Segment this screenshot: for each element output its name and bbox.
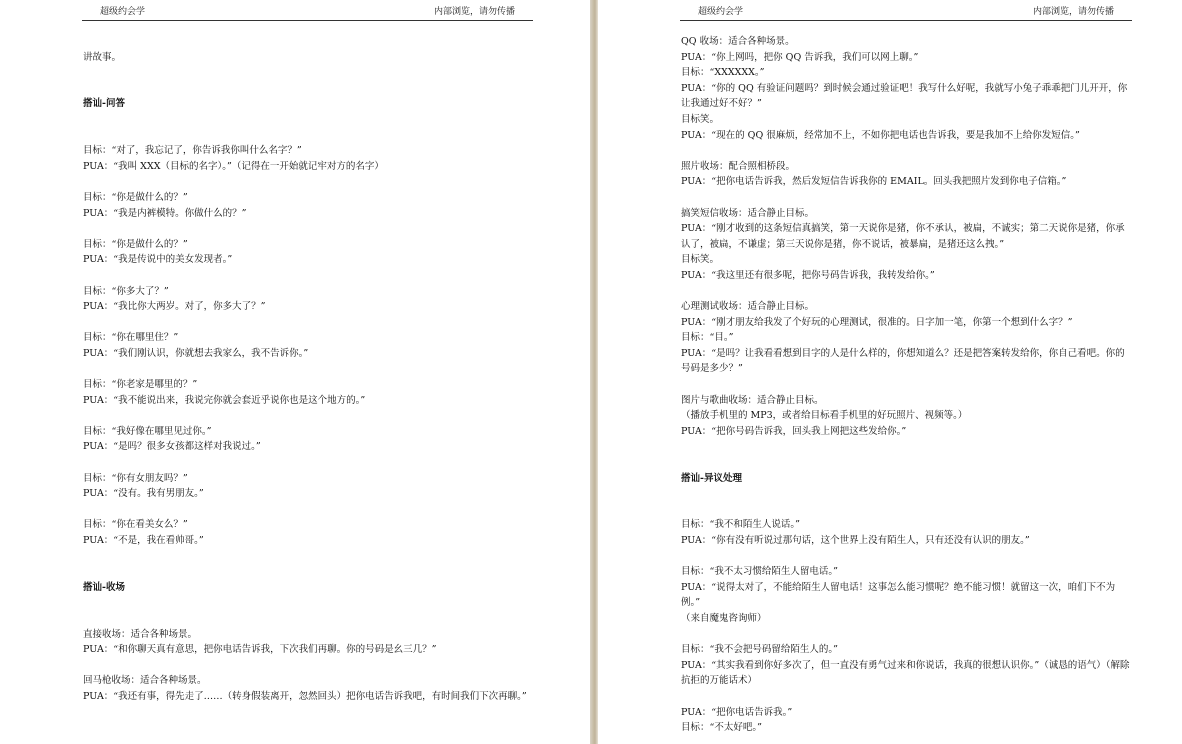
text-line: PUA：“我还有事，得先走了……（转身假装离开，忽然回头）把你电话告诉我吧，有时间我们下次再聊。” bbox=[83, 690, 527, 702]
header-book-title: 超级约会学 bbox=[698, 7, 744, 17]
blank-line bbox=[83, 549, 535, 565]
text-line: 目标：“你是做什么的？” bbox=[83, 238, 188, 250]
page-header bbox=[680, 6, 1132, 21]
text-line: PUA：“我叫 XXX（目标的名字）。”（记得在一开始就记牢对方的名字） bbox=[83, 160, 384, 172]
page-body bbox=[83, 34, 535, 705]
text-line: 目标：“我不太习惯给陌生人留电话。” bbox=[681, 566, 838, 578]
text-line: PUA：“刚才朋友给我发了个好玩的心理测试，很准的。日字加一笔，你第一个想到什么字？” bbox=[681, 316, 1073, 328]
text-line: PUA：“和你聊天真有意思，把你电话告诉我，下次我们再聊。你的号码是幺三几？” bbox=[83, 644, 437, 656]
text-line: PUA：“是吗？让我看看想到目字的人是什么样的，你想知道么？还是把答案转发给你，你自己看吧。你的号码是多少？” bbox=[681, 347, 1125, 375]
text-line: QQ 收场：适合各种场景。 bbox=[681, 36, 795, 47]
blank-line bbox=[83, 595, 535, 611]
blank-line bbox=[83, 221, 535, 237]
blank-line bbox=[681, 190, 1133, 206]
text-line: PUA：“我是传说中的美女发现者。” bbox=[83, 254, 233, 266]
text-line: 目标：“你多大了？” bbox=[83, 285, 169, 297]
text-line: PUA：“现在的 QQ 很麻烦，经常加不上，不如你把电话也告诉我，要是我加不上给你发短信。” bbox=[681, 129, 1080, 141]
text-line: 直接收场：适合各种场景。 bbox=[83, 628, 198, 640]
text-line: PUA：“说得太对了，不能给陌生人留电话！这事怎么能习惯呢？绝不能习惯！就留这一次，咱们下不为例。” bbox=[681, 581, 1116, 609]
text-line: 目标：“XXXXXX。” bbox=[681, 67, 765, 79]
text-line: 目标：“对了，我忘记了，你告诉我你叫什么名字？” bbox=[83, 145, 302, 157]
text-line: 搞笑短信收场：适合静止目标。 bbox=[681, 207, 815, 219]
text-line: PUA：“我是内裤模特。你做什么的？” bbox=[83, 207, 247, 219]
text-line: PUA：“把你电话告诉我。” bbox=[681, 706, 793, 718]
text-line: PUA：“刚才收到的这条短信真搞笑，第一天说你是猪，你不承认，被扁，不诚实；第二天说你是猪，你承认了，被扁，不谦虚；第三天说你是猪，你不说话，被暴扁，是猪还这么拽。” bbox=[681, 223, 1125, 250]
text-line: 照片收场：配合照相桥段。 bbox=[681, 160, 796, 172]
blank-line bbox=[83, 315, 535, 331]
page-body bbox=[681, 34, 1133, 736]
book-gutter bbox=[590, 0, 598, 744]
blank-line bbox=[83, 81, 535, 97]
text-line: PUA：“我比你大两岁。对了，你多大了？” bbox=[83, 301, 266, 313]
blank-line bbox=[83, 455, 535, 471]
blank-line bbox=[681, 439, 1133, 455]
blank-line bbox=[681, 689, 1133, 705]
section-heading: 搭讪-异议处理 bbox=[681, 472, 742, 484]
document-page-right bbox=[598, 0, 1182, 744]
text-line: PUA：“没有。我有男朋友。” bbox=[83, 488, 204, 500]
blank-line bbox=[83, 408, 535, 424]
header-notice: 内部浏览，请勿传播 bbox=[433, 7, 515, 17]
page-header bbox=[82, 6, 533, 21]
text-line: 目标：“你有女朋友吗？” bbox=[83, 472, 188, 484]
text-line: PUA：“你上网吗，把你 QQ 告诉我，我们可以网上聊。” bbox=[681, 51, 919, 63]
blank-line bbox=[681, 549, 1133, 565]
blank-line bbox=[83, 174, 535, 190]
text-line: 目标：“你是做什么的？” bbox=[83, 191, 188, 203]
blank-line bbox=[681, 486, 1133, 502]
text-line: PUA：“是吗？很多女孩都这样对我说过。” bbox=[83, 441, 261, 453]
blank-line bbox=[83, 658, 535, 674]
blank-line bbox=[681, 627, 1133, 643]
section-heading: 搭讪-收场 bbox=[83, 581, 125, 593]
text-line: （来自魔鬼咨询师） bbox=[681, 612, 767, 624]
text-line: （播放手机里的 MP3，或者给目标看手机里的好玩照片、视频等。） bbox=[681, 410, 968, 422]
text-line: PUA：“你有没有听说过那句话，这个世界上没有陌生人，只有还没有认识的朋友。” bbox=[681, 535, 1030, 546]
text-line: 回马枪收场：适合各种场景。 bbox=[83, 675, 207, 687]
text-line: 讲故事。 bbox=[83, 51, 122, 63]
blank-line bbox=[83, 65, 535, 81]
blank-line bbox=[83, 611, 535, 627]
text-line: PUA：“你的 QQ 有验证问题吗？到时候会通过验证吧！我写什么好呢，我就写小兔子乖乖把门儿开开，你让我通过好不好？” bbox=[681, 82, 1128, 110]
text-line: 目标笑。 bbox=[681, 254, 720, 266]
text-line: PUA：“我不能说出来，我说完你就会套近乎说你也是这个地方的。” bbox=[83, 394, 366, 406]
blank-line bbox=[681, 143, 1133, 159]
text-line: 目标：“我不和陌生人说话。” bbox=[681, 519, 800, 531]
header-notice: 内部浏览，请勿传播 bbox=[1032, 7, 1114, 17]
blank-line bbox=[83, 361, 535, 377]
text-line: 目标：“目。” bbox=[681, 332, 734, 344]
text-line: 目标笑。 bbox=[681, 113, 720, 125]
text-line: PUA：“我这里还有很多呢，把你号码告诉我，我转发给你。” bbox=[681, 269, 935, 281]
text-line: PUA：“其实我看到你好多次了，但一直没有勇气过来和你说话，我真的很想认识你。”（诚恳的语气）（解除抗拒的万能话术） bbox=[681, 659, 1130, 687]
blank-line bbox=[681, 377, 1133, 393]
text-line: 目标：“我不会把号码留给陌生人的。” bbox=[681, 644, 838, 656]
text-line: PUA：“把你号码告诉我，回头我上网把这些发给你。” bbox=[681, 425, 907, 437]
header-book-title: 超级约会学 bbox=[100, 7, 146, 17]
text-line: 目标：“你老家是哪里的？” bbox=[83, 379, 198, 391]
text-line: PUA：“不是，我在看帅哥。” bbox=[83, 535, 204, 546]
text-line: PUA：“把你电话告诉我，然后发短信告诉我你的 EMAIL。回头我把照片发到你电子信箱。” bbox=[681, 176, 1067, 188]
text-line: 目标：“不太好吧。” bbox=[681, 722, 762, 734]
blank-line bbox=[83, 112, 535, 128]
blank-line bbox=[83, 34, 535, 50]
blank-line bbox=[83, 128, 535, 144]
blank-line bbox=[681, 455, 1133, 471]
document-page-left bbox=[0, 0, 590, 744]
blank-line bbox=[681, 502, 1133, 518]
blank-line bbox=[681, 284, 1133, 300]
text-line: PUA：“我们刚认识，你就想去我家么，我不告诉你。” bbox=[83, 347, 309, 359]
section-heading: 搭讪-问答 bbox=[83, 98, 125, 110]
text-line: 目标：“你在看美女么？” bbox=[83, 519, 188, 531]
blank-line bbox=[83, 502, 535, 518]
text-line: 图片与歌曲收场：适合静止目标。 bbox=[681, 394, 824, 406]
text-line: 目标：“你在哪里住？” bbox=[83, 332, 179, 344]
blank-line bbox=[83, 564, 535, 580]
text-line: 心理测试收场：适合静止目标。 bbox=[681, 301, 815, 313]
text-line: 目标：“我好像在哪里见过你。” bbox=[83, 425, 212, 437]
blank-line bbox=[83, 268, 535, 284]
